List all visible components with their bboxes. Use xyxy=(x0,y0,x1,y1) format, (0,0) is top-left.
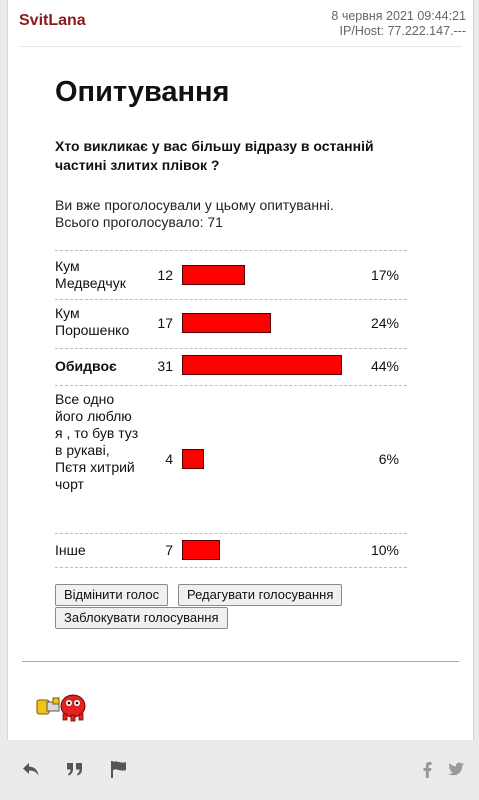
reply-icon[interactable] xyxy=(20,758,42,780)
post-card xyxy=(7,0,474,740)
poll-option-votes: 31 xyxy=(157,358,173,374)
edit-poll-button[interactable]: Редагувати голосування xyxy=(178,584,342,606)
poll-bar-track xyxy=(182,313,342,333)
poll-status xyxy=(55,197,334,231)
cancel-vote-button[interactable]: Відмінити голос xyxy=(55,584,168,606)
poll-row xyxy=(55,385,407,533)
poll-row xyxy=(55,348,407,385)
poll-bar xyxy=(182,313,271,333)
poll-row xyxy=(55,299,407,348)
poll-bar-track xyxy=(182,265,342,285)
signature-image xyxy=(35,688,91,724)
poll-question: Хто викликає у вас більшу відразу в останній частині злитих плівок ? xyxy=(55,138,374,173)
poll-option-label: Кум Порошенко xyxy=(55,305,130,338)
header-divider xyxy=(19,46,462,47)
poll-bar-track xyxy=(182,449,342,469)
poll-option-votes: 17 xyxy=(157,315,173,331)
poll-option-percent: 24% xyxy=(370,315,399,331)
poll-option-votes: 12 xyxy=(157,267,173,283)
post-date: 8 червня 2021 09:44:21 xyxy=(331,9,466,23)
facebook-icon[interactable] xyxy=(420,758,434,780)
voted-note: Ви вже проголосували у цьому опитуванні. xyxy=(55,197,334,213)
poll-bar-track xyxy=(182,355,342,375)
report-flag-icon[interactable] xyxy=(108,758,130,780)
poll-option-votes: 7 xyxy=(165,542,173,558)
poll-bar xyxy=(182,355,342,375)
poll-results xyxy=(55,250,407,568)
poll-option-percent: 6% xyxy=(378,451,399,467)
poll-bar xyxy=(182,265,245,285)
poll-bar-track xyxy=(182,540,342,560)
poll-option-votes: 4 xyxy=(165,451,173,467)
post-footer xyxy=(0,740,479,800)
poll-option-percent: 44% xyxy=(370,358,399,374)
poll-option-label: Кум Медведчук xyxy=(55,258,126,291)
poll-option-percent: 17% xyxy=(370,267,399,283)
post-host: IP/Host: 77.222.147.--- xyxy=(339,24,466,38)
poll-row xyxy=(55,250,407,299)
post-author[interactable]: SvitLana xyxy=(19,12,86,29)
poll-option-percent: 10% xyxy=(370,542,399,558)
poll-title: Опитування xyxy=(55,76,230,108)
poll-row xyxy=(55,533,407,568)
poll-bar xyxy=(182,449,204,469)
post-meta xyxy=(331,9,466,39)
lock-poll-button[interactable]: Заблокувати голосування xyxy=(55,607,228,629)
total-votes: Всього проголосувало: 71 xyxy=(55,214,223,230)
twitter-icon[interactable] xyxy=(447,758,465,780)
poll-option-label: Інше xyxy=(55,542,86,558)
poll-bar xyxy=(182,540,220,560)
poll-option-label: Обидвоє xyxy=(55,358,117,374)
quote-icon[interactable] xyxy=(64,758,86,780)
poll-option-label: Все одно його люблю я , то був туз в рукаві, Пєтя хитрий чорт xyxy=(55,391,139,492)
content-divider xyxy=(22,661,459,662)
